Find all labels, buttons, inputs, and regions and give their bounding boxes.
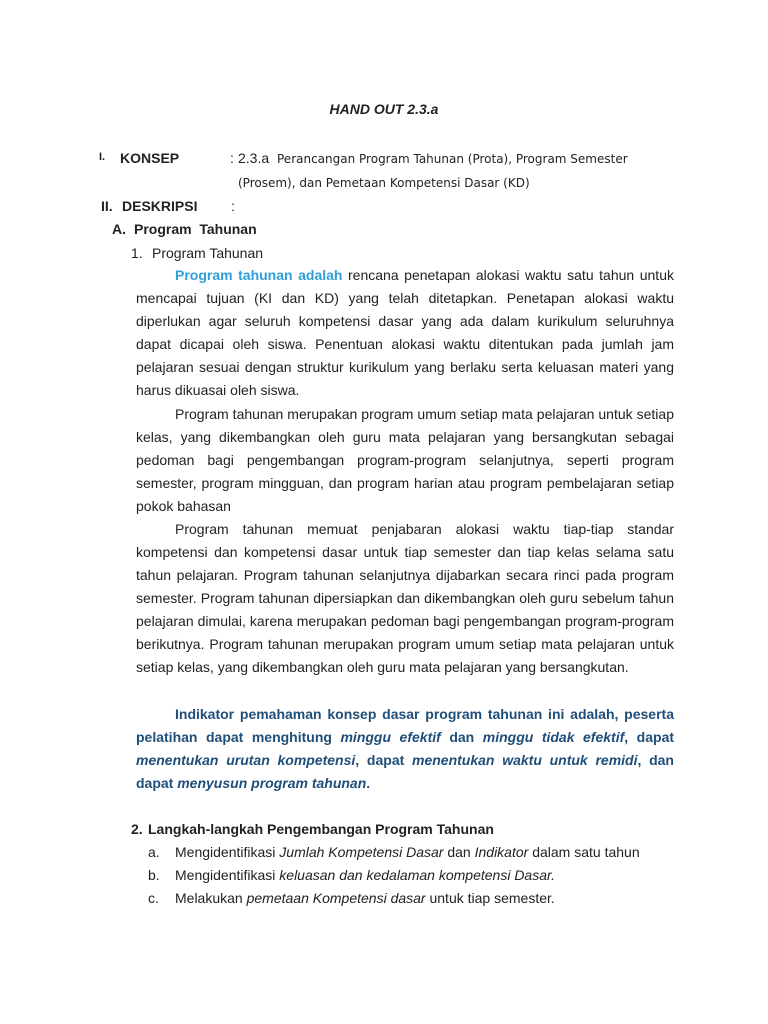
- step-b-letter: b.: [148, 867, 160, 883]
- step-c-letter: c.: [148, 890, 159, 906]
- step-a-text: [175, 844, 640, 860]
- subsection-a-title: Program Tahunan: [134, 221, 257, 237]
- step-a-letter: a.: [148, 844, 160, 860]
- step-a-pre: Mengidentifikasi: [175, 844, 280, 860]
- section1-line1: Perancangan Program Tahunan (Prota), Program Semester: [277, 152, 628, 166]
- step-b: [148, 867, 556, 883]
- step-b-pre: Mengidentifikasi: [175, 867, 280, 883]
- indicator-text-1: Indikator pemahaman konsep dasar program tahunan ini adalah, peserta pelatihan dapat menghitung: [136, 706, 674, 745]
- subsection-a-letter: A.: [112, 221, 126, 237]
- step-a-post: dalam satu tahun: [528, 844, 640, 860]
- paragraph-1-highlight: Program tahunan adalah: [175, 267, 343, 283]
- step-c-italic: pemetaan Kompetensi dasar: [246, 890, 426, 906]
- paragraph-3: Program tahunan memuat penjabaran alokasi waktu tiap-tiap standar kompetensi dan kompetensi dasar untuk tiap semester dan tiap kelas selama satu tahun pelajaran. Program tahunan selanjutnya dijabarkan secara rinci pada program semester. Program tahunan dipersiapkan dan dikembangkan oleh guru sebelum tahun pelajaran dimulai, karena merupakan pedoman bagi pengembangan program-program berikutnya. Program tahunan merupakan program umum setiap mata pelajaran untuk setiap kelas, yang dikembangkan oleh guru mata pelajaran yang bersangkutan.: [136, 521, 674, 675]
- section1-line2: (Prosem), dan Pemetaan Kompetensi Dasar (KD): [238, 176, 530, 190]
- indicator-text-5: , dan dapat: [136, 752, 674, 791]
- indicator-italic-2: minggu tidak efektif: [482, 729, 625, 745]
- step-c: [148, 890, 555, 906]
- item2-title: Langkah-langkah Pengembangan Program Tahunan: [148, 821, 494, 837]
- indicator-text-6: .: [366, 775, 371, 791]
- section1-code: 2.3.a: [238, 150, 270, 166]
- indicator-text-2: dan: [440, 729, 483, 745]
- section1-number: I.: [99, 151, 106, 163]
- item2-number: 2.: [131, 821, 143, 837]
- step-b-italic: keluasan dan kedalaman kompetensi Dasar.: [279, 867, 556, 883]
- item1-number: 1.: [131, 245, 143, 261]
- section1-label: KONSEP: [120, 150, 180, 166]
- indicator-paragraph: [136, 703, 674, 795]
- step-c-text: [175, 890, 555, 906]
- paragraph-2: Program tahunan merupakan program umum setiap mata pelajaran untuk setiap kelas, yang dikembangkan oleh guru mata pelajaran yang bersangkutan sebagai pedoman bagi pengembangan program-program selanjutnya, seperti program semester, program mingguan, dan program harian atau program pembelajaran setiap pokok bahasan: [136, 406, 674, 514]
- section2-number: II.: [101, 198, 113, 214]
- indicator-italic-3: menentukan urutan kompetensi: [136, 752, 356, 768]
- indicator-italic-4: menentukan waktu untuk remidi: [412, 752, 638, 768]
- section1-colon: :: [230, 150, 234, 166]
- paragraph-1-text: rencana penetapan alokasi waktu satu tahun untuk mencapai tujuan (KI dan KD) yang telah ditetapkan. Penetapan alokasi waktu diperlukan agar seluruh kompetensi dasar yang ada dalam kurikulum seluruhnya dapat dicapai oleh siswa. Penentuan alokasi waktu ditentukan pada jumlah jam pelajaran sesuai dengan struktur kurikulum yang berlaku serta keluasan materi yang harus dikuasai oleh siswa.: [136, 267, 674, 398]
- step-c-pre: Melakukan: [175, 890, 247, 906]
- step-a-mid: dan: [443, 844, 475, 860]
- step-b-text: [175, 867, 555, 883]
- indicator-italic-1: minggu efektif: [340, 729, 441, 745]
- step-a-italic-2: Indikator: [474, 844, 529, 860]
- step-a-italic: Jumlah Kompetensi Dasar: [279, 844, 444, 860]
- section2-label: DESKRIPSI: [122, 198, 198, 214]
- step-a: [148, 844, 640, 860]
- section2-colon: :: [231, 198, 235, 214]
- step-c-post: untuk tiap semester.: [425, 890, 555, 906]
- indicator-text-3: , dapat: [624, 729, 675, 745]
- item1-title: Program Tahunan: [152, 245, 264, 261]
- indicator-text-4: , dapat: [355, 752, 412, 768]
- paragraph-1: [136, 264, 674, 402]
- indicator-italic-5: menyusun program tahunan: [177, 775, 367, 791]
- handout-title: HAND OUT 2.3.a: [329, 101, 439, 117]
